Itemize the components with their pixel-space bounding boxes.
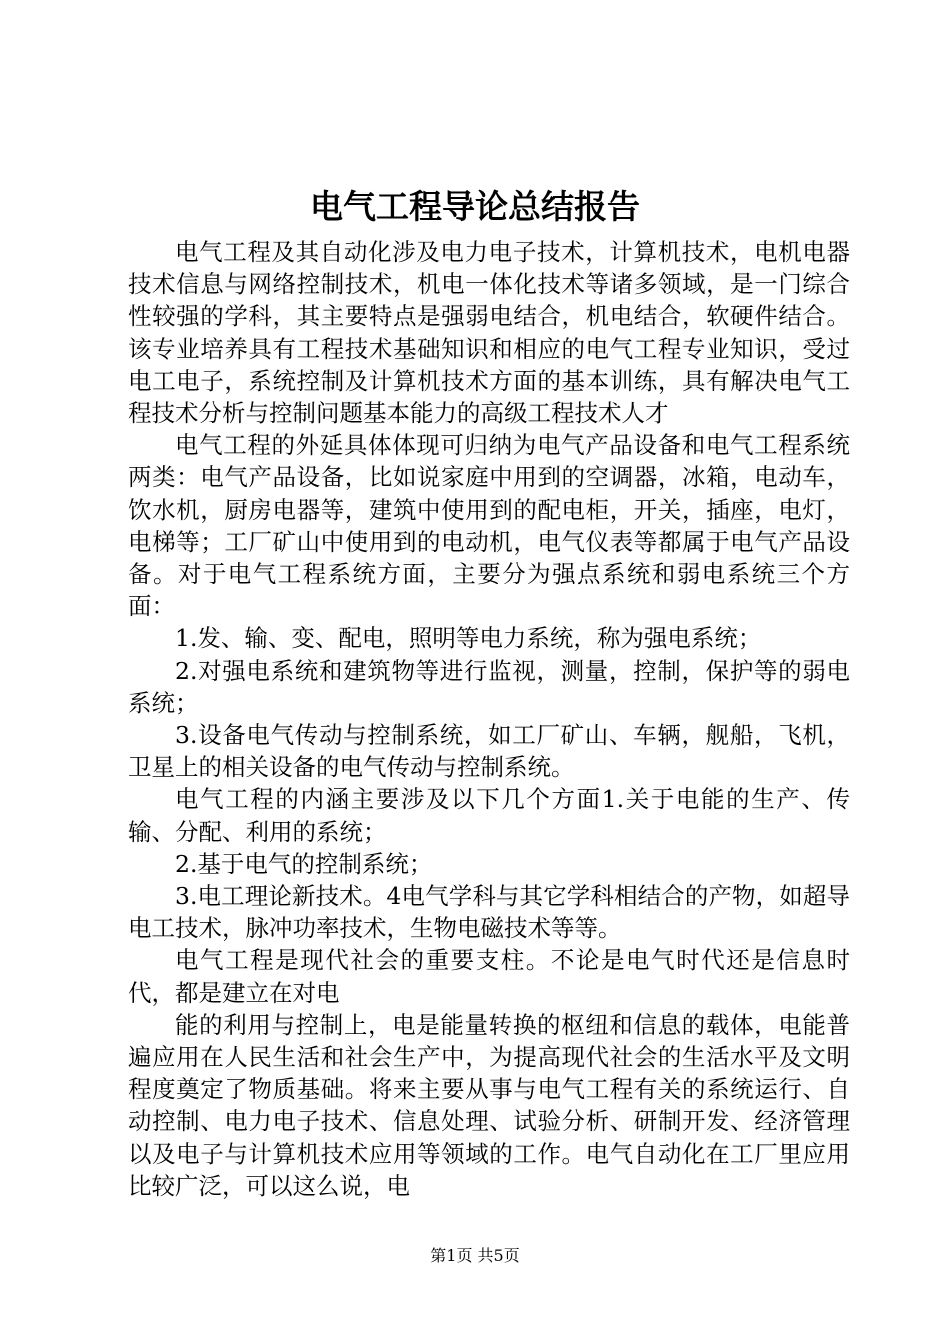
list-item-drive-control: 3.设备电气传动与控制系统，如工厂矿山、车辆，舰船，飞机，卫星上的相关设备的电气传动与控制系统。 bbox=[128, 721, 850, 782]
page-footer: 第1页 共5页 bbox=[430, 1246, 520, 1265]
paragraph-pillar: 电气工程是现代社会的重要支柱。不论是电气时代还是信息时代，都是建立在对电 bbox=[128, 946, 850, 1007]
paragraph-extension: 电气工程的外延具体体现可归纳为电气产品设备和电气工程系统两类：电气产品设备，比如说家庭中用到的空调器，冰箱，电动车，饮水机，厨房电器等，建筑中使用到的配电柜，开关，插座，电灯，电梯等；工厂矿山中使用到的电动机，电气仪表等都属于电气产品设备。对于电气工程系统方面，主要分为强点系统和弱电系统三个方面： bbox=[128, 431, 850, 621]
paragraph-application: 能的利用与控制上，电是能量转换的枢纽和信息的载体，电能普遍应用在人民生活和社会生产中，为提高现代社会的生活水平及文明程度奠定了物质基础。将来主要从事与电气工程有关的系统运行、自动控制、电力电子技术、信息处理、试验分析、研制开发、经济管理以及电子与计算机技术应用等领域的工作。电气自动化在工厂里应用比较广泛，可以这么说，电 bbox=[128, 1010, 850, 1200]
document-title: 电气工程导论总结报告 bbox=[310, 187, 640, 226]
list-item-control-system: 2.基于电气的控制系统； bbox=[175, 849, 433, 878]
list-item-new-tech: 3.电工理论新技术。4电气学科与其它学科相结合的产物，如超导电工技术，脉冲功率技术，生物电磁技术等等。 bbox=[128, 882, 850, 943]
paragraph-intro: 电气工程及其自动化涉及电力电子技术，计算机技术，电机电器技术信息与网络控制技术，机电一体化技术等诸多领域，是一门综合性较强的学科，其主要特点是强弱电结合，机电结合，软硬件结合。该专业培养具有工程技术基础知识和相应的电气工程专业知识，受过电工电子，系统控制及计算机技术方面的基本训练，具有解决电气工程技术分析与控制问题基本能力的高级工程技术人才 bbox=[128, 238, 850, 428]
list-item-weak-power: 2.对强电系统和建筑物等进行监视，测量，控制，保护等的弱电系统； bbox=[128, 656, 850, 717]
paragraph-connotation: 电气工程的内涵主要涉及以下几个方面1.关于电能的生产、传输、分配、利用的系统； bbox=[128, 785, 850, 846]
document-body bbox=[128, 236, 850, 1202]
list-item-strong-power: 1.发、输、变、配电，照明等电力系统，称为强电系统； bbox=[175, 624, 762, 653]
